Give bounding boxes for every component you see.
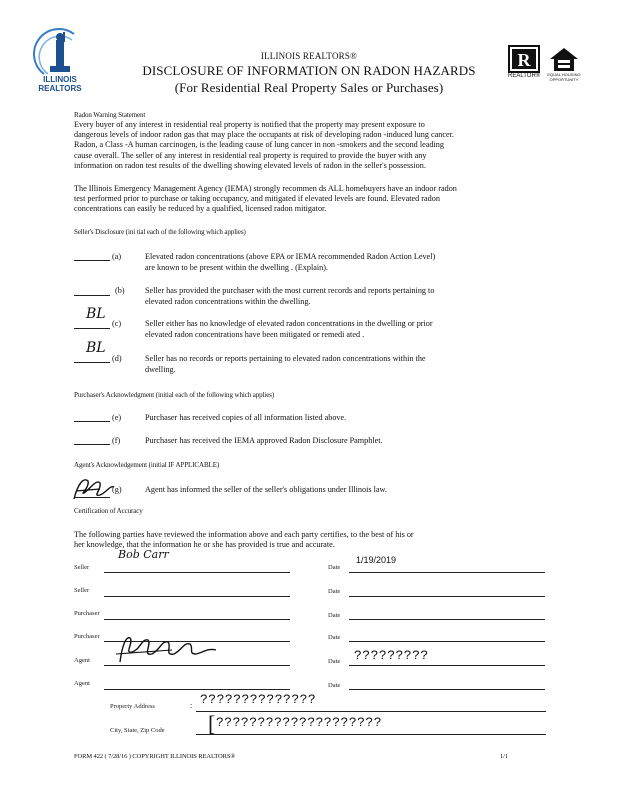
equal-housing-badge (544, 45, 584, 82)
signature-line[interactable] (104, 619, 290, 620)
date-label: Date (328, 564, 341, 571)
signature-label: Purchaser (74, 633, 100, 640)
seller-disclosure-heading: Seller's Disclosure (ini tial each of the following which applies) (74, 228, 246, 236)
item-c-text (145, 318, 545, 340)
city-state-zip-line[interactable] (196, 734, 546, 735)
city-state-zip-label: City, State, Zip Code (110, 727, 165, 734)
property-address-line[interactable] (196, 711, 546, 712)
logo-line2: REALTORS (38, 83, 82, 93)
marker-b: (b) (115, 286, 125, 295)
marker-d: (d) (112, 354, 122, 363)
date-label: Date (328, 634, 341, 641)
marker-f: (f) (112, 436, 121, 445)
signature-label: Seller (74, 564, 90, 571)
property-address-label: Property Address (110, 703, 155, 710)
item-d-line: Seller has no records or reports pertaining to elevated radon concentrations within the (145, 354, 426, 363)
agent-signature-scribble (112, 632, 222, 666)
item-a-line: are known to be present within the dwelling . (Explain). (145, 263, 329, 272)
marker-g: (g) (112, 485, 122, 494)
marker-c: (c) (112, 319, 122, 328)
certification-line: her knowledge, that the information he or she has provided is true and accurate. (74, 540, 335, 550)
form-number: FORM 422 ( 7/28/16 ) COPYRIGHT ILLINOIS REALTORS® (74, 753, 236, 760)
iema-line: concentrations can easily be reduced by a qualified, licensed radon mitigator. (74, 204, 327, 214)
warning-line: Radon, a Class -A human carcinogen, is the leading cause of lung cancer in non -smokers and the second leading (74, 140, 444, 150)
certification-heading: Certification of Accuracy (74, 507, 143, 515)
date-line[interactable] (349, 619, 545, 620)
realtor-r-icon (508, 45, 540, 73)
eho-caption: EQUAL HOUSING OPPORTUNITY (547, 72, 581, 82)
agent-ack-heading: Agent's Acknowledgement (initial IF APPLICABLE) (74, 461, 220, 469)
city-state-zip-value: ???????????????????? (216, 715, 383, 730)
warning-text (74, 120, 544, 171)
realtor-caption: REALTOR® (508, 73, 541, 79)
date-value: 1/19/2019 (356, 555, 397, 565)
signature-label: Seller (74, 587, 90, 594)
warning-line: information on radon test results of the dwelling showing elevated levels of radon in the seller's possession. (74, 160, 426, 170)
page-title: DISCLOSURE OF INFORMATION ON RADON HAZARDS (142, 63, 476, 78)
logo-line1: ILLINOIS (43, 75, 77, 84)
date-label: Date (328, 682, 341, 689)
warning-line: Every buyer of any interest in residential real property is notified that the property may present exposure to (74, 120, 425, 129)
date-label: Date (328, 612, 341, 619)
certification-line: The following parties have reviewed the information above and each party certifies, to the best of his or (74, 530, 414, 539)
item-a-text (145, 251, 545, 273)
date-line[interactable] (349, 596, 545, 597)
item-f-text: Purchaser has received the IEMA approved Radon Disclosure Pamphlet. (145, 436, 383, 445)
initial-line-a[interactable] (74, 260, 110, 261)
initial-line-b[interactable] (74, 295, 110, 296)
initial-line-g[interactable] (74, 497, 110, 498)
iema-line: test performed prior to purchase or taking occupancy, and mitigated if elevated levels are found. Elevated radon (74, 194, 440, 204)
signature-label: Agent (74, 657, 90, 664)
signature-line[interactable] (104, 596, 290, 597)
item-e-text: Purchaser has received copies of all information listed above. (145, 413, 347, 422)
signature-label: Purchaser (74, 610, 100, 617)
warning-heading: Radon Warning Statement (74, 111, 146, 119)
warning-line: dangerous levels of indoor radon gas that may place the occupants at risk of developing radon -induced lung cancer. (74, 130, 454, 140)
realtor-badge (508, 45, 540, 79)
iema-paragraph (74, 184, 544, 215)
svg-text:R: R (517, 50, 531, 70)
date-line[interactable] (349, 572, 545, 573)
colon: : (190, 701, 193, 710)
date-label: Date (328, 658, 341, 665)
item-b-line: Seller has provided the purchaser with the most current records and reports pertaining to (145, 286, 435, 295)
initials-d: BL (86, 340, 106, 356)
marker-a: (a) (112, 252, 122, 261)
item-b-text (145, 285, 545, 307)
item-b-line: elevated radon concentrations within the dwelling. (145, 297, 311, 306)
initials-c: BL (86, 306, 106, 322)
date-line[interactable] (349, 641, 545, 642)
equal-housing-icon (544, 45, 584, 73)
date-line[interactable] (349, 665, 545, 666)
seller-signature: Bob Carr (118, 548, 169, 561)
org-name: ILLINOIS REALTORS® (260, 51, 358, 61)
purchaser-ack-heading: Purchaser's Acknowledgment (initial each of the following which applies) (74, 391, 275, 399)
date-label: Date (328, 588, 341, 595)
item-a-line: Elevated radon concentrations (above EPA or IEMA recommended Radon Action Level) (145, 252, 436, 261)
date-value: ????????? (354, 648, 429, 663)
initial-line-f[interactable] (74, 444, 110, 445)
signature-line[interactable] (104, 689, 290, 690)
item-c-line: elevated radon concentrations have been mitigated or remedi ated . (145, 330, 365, 339)
page-number: 1/1 (500, 753, 509, 760)
date-line[interactable] (349, 689, 545, 690)
iema-line: The Illinois Emergency Management Agency (IEMA) strongly recommen ds ALL homebuyers have an indoor radon (74, 184, 457, 193)
page-subtitle: (For Residential Real Property Sales or Purchases) (174, 80, 444, 95)
marker-e: (e) (112, 413, 122, 422)
initial-line-d[interactable] (74, 362, 110, 363)
property-address-value: ?????????????? (200, 692, 317, 707)
initial-line-e[interactable] (74, 421, 110, 422)
warning-line: cause overall. The seller of any interest in residential real property is required to provide the buyer with any (74, 150, 427, 160)
bracket: [ (208, 711, 216, 736)
item-d-text (145, 353, 545, 375)
item-c-line: Seller either has no knowledge of elevated radon concentrations in the dwelling or prior (145, 319, 433, 328)
signature-line[interactable] (104, 572, 290, 573)
item-d-line: dwelling. (145, 365, 176, 374)
item-g-text: Agent has informed the seller of the seller's obligations under Illinois law. (145, 485, 387, 494)
initial-line-c[interactable] (74, 328, 110, 329)
signature-line[interactable] (104, 665, 290, 666)
signature-label: Agent (74, 680, 90, 687)
